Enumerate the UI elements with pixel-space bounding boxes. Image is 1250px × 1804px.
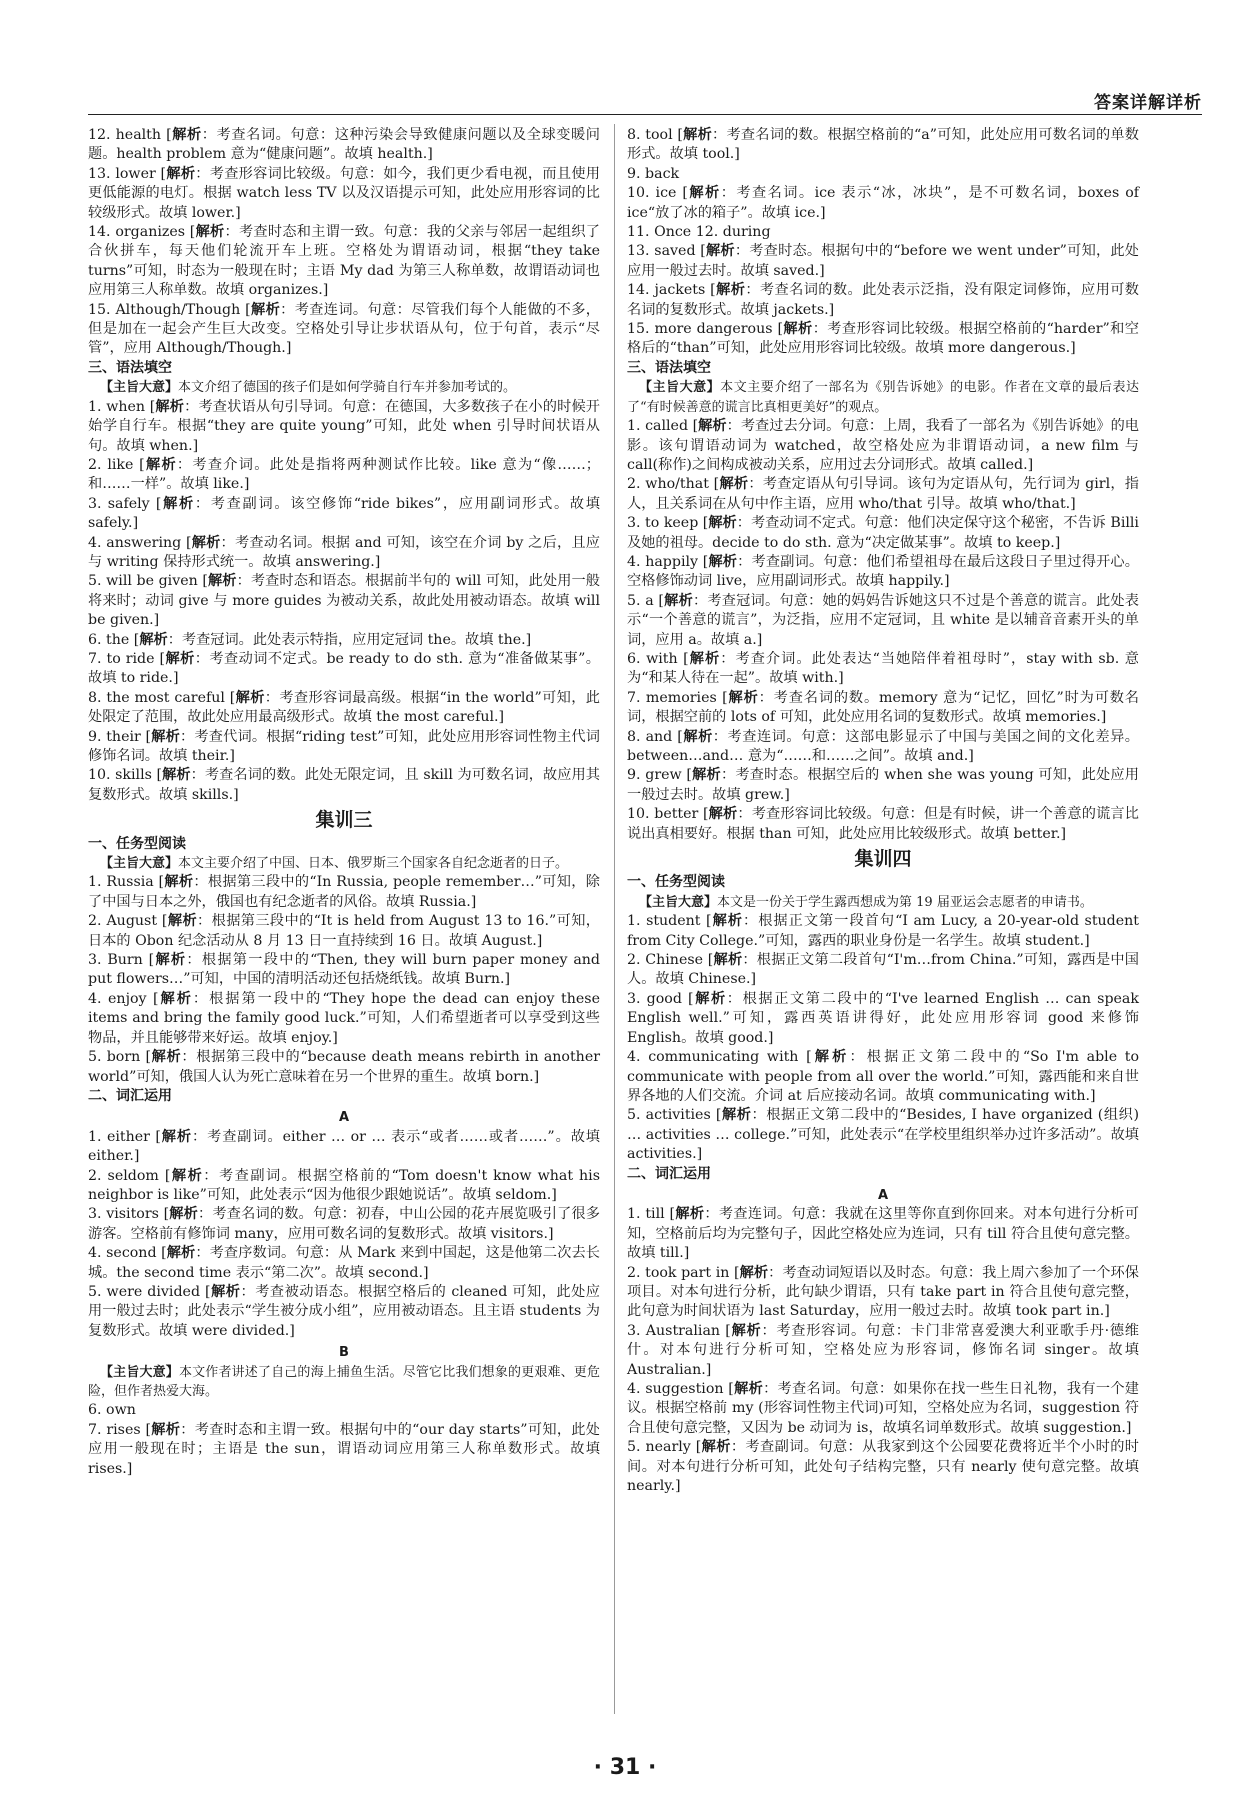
training-4-title: 集训四 bbox=[854, 848, 912, 871]
answer-item: 4. suggestion [解析：考查名词。句意：如果你在找一些生日礼物，我有一个建议。根据空格前 my (形容词性物主代词)可知，空格处应为名词，suggestion 符合且使句意完整，又因为 be 动词为 is，故填名词单数形式。故填 suggestion.] bbox=[627, 1381, 1139, 1436]
training-3-vocab-b-items bbox=[88, 1401, 600, 1479]
section-grammar-fill-heading: 三、语法填空 bbox=[88, 359, 172, 376]
answer-item: 14. jackets [解析：考查名词的数。此处表示泛指，没有限定词修饰，应用可数名词的复数形式。故填 jackets.] bbox=[627, 282, 1139, 318]
training-4-reading-items bbox=[627, 912, 1139, 1164]
answer-item: 4. enjoy [解析：根据第一段中的“They hope the dead can enjoy these items and bring the family good luck.”可知，人们希望逝者可以享受到这些物品，并且能够带来好运。故填 enjoy.] bbox=[88, 990, 600, 1046]
section-vocab-heading: 二、词汇运用 bbox=[88, 1087, 172, 1104]
answer-item: 6. with [解析：考查介词。此处表达“当她陪伴着祖母时”，stay with sb. 意为“和某人待在一起”。故填 with.] bbox=[627, 650, 1139, 687]
answer-item: 13. saved [解析：考查时态。根据句中的“before we went under”可知，此处应用一般过去时。故填 saved.] bbox=[627, 243, 1139, 279]
left-grammar-items bbox=[88, 398, 600, 806]
main-idea bbox=[88, 854, 600, 873]
answer-item: 5. were divided [解析：考查被动语态。根据空格后的 cleaned 可知，此处应用一般过去时；此处表示“学生被分成小组”，应用被动语态。且主语 students 为复数形式。故填 were divided.] bbox=[88, 1283, 600, 1339]
answer-item: 8. the most careful [解析：考查形容词最高级。根据“in the world”可知，此处限定了范围，故此处应用最高级形式。故填 the most careful.] bbox=[88, 689, 600, 726]
main-idea bbox=[627, 378, 1139, 417]
answer-item: 6. the [解析：考查冠词。此处表示特指，应用定冠词 the。故填 the.] bbox=[88, 631, 532, 648]
answer-item: 2. August [解析：根据第三段中的“It is held from August 13 to 16.”可知，日本的 Obon 纪念活动从 8 月 13 日一直持续到 16 日。故填 August.] bbox=[88, 913, 600, 949]
answer-item: 1. either [解析：考查副词。either … or … 表示“或者……或者……”。故填 either.] bbox=[88, 1128, 600, 1165]
answer-item: 5. nearly [解析：考查副词。句意：从我家到这个公园要花费将近半个小时的时间。对本句进行分析可知，此处句子结构完整，只有 nearly 使句意完整。故填 nearly.] bbox=[627, 1439, 1139, 1495]
left-items-top bbox=[88, 126, 600, 359]
answer-item: 3. visitors [解析：考查名词的数。句意：初春，中山公园的花卉展览吸引了很多游客。空格前有修饰词 many，应用可数名词的复数形式。故填 visitors.] bbox=[88, 1206, 600, 1242]
answer-item: 3. Burn [解析：根据第一段中的“Then, they will burn paper money and put flowers…”可知，中国的清明活动还包括烧纸钱。故填 Burn.] bbox=[88, 952, 600, 988]
answer-item: 2. seldom [解析：考查副词。根据空格前的“Tom doesn't know what his neighbor is like”可知，此处表示“因为他很少跟她说话”。故填 seldom.] bbox=[88, 1167, 600, 1203]
answer-item: 11. Once 12. during bbox=[627, 224, 771, 241]
section-vocab-heading: 二、词汇运用 bbox=[627, 1165, 711, 1182]
answer-item: 3. good [解析：根据正文第二段中的“I've learned English … can speak English well.”可知，露西英语讲得好，此处应用形容词 good 来修饰 English。故填 good.] bbox=[627, 990, 1139, 1046]
answer-item: 15. more dangerous [解析：考查形容词比较级。根据空格前的“harder”和空格后的“than”可知，此处应用形容词比较级。故填 more dangerous.] bbox=[627, 321, 1139, 357]
right-items-top bbox=[627, 126, 1139, 359]
training-3-title: 集训三 bbox=[315, 809, 373, 832]
answer-item: 10. better [解析：考查形容词比较级。句意：但是有时候，讲一个善意的谎言比说出真相要好。根据 than 可知，此处应用比较级形式。故填 better.] bbox=[627, 806, 1139, 842]
answer-item: 1. Russia [解析：根据第三段中的“In Russia, people remember…”可知，除了中国与日本之外，俄国也有纪念逝者的风俗。故填 Russia.] bbox=[88, 874, 600, 910]
answer-item: 9. back bbox=[627, 165, 680, 182]
answer-item: 5. activities [解析：根据正文第二段中的“Besides, I have organized (组织) … activities … college.”可知，此处表示“在学校里组织举办过许多活动”。故填 activities.] bbox=[627, 1107, 1139, 1163]
main-idea-label: 【主旨大意】 bbox=[639, 380, 721, 396]
section-grammar-fill-heading: 三、语法填空 bbox=[627, 359, 711, 376]
answer-item: 4. happily [解析：考查副词。句意：他们希望祖母在最后这段日子里过得开心。空格修饰动词 live，应用副词形式。故填 happily.] bbox=[627, 553, 1139, 590]
answer-item: 7. to ride [解析：考查动词不定式。be ready to do sth. 意为“准备做某事”。故填 to ride.] bbox=[88, 650, 600, 687]
answer-item: 10. ice [解析：考查名词。ice 表示“冰，冰块”，是不可数名词，boxes of ice“放了冰的箱子”。故填 ice.] bbox=[627, 185, 1139, 221]
answer-item: 2. like [解析：考查介词。此处是指将两种测试作比较。like 意为“像……；和……一样”。故填 like.] bbox=[88, 456, 600, 493]
left-column bbox=[88, 126, 600, 1479]
answer-item: 12. health [解析：考查名词。句意：这种污染会导致健康问题以及全球变暖问题。health problem 意为“健康问题”。故填 health.] bbox=[88, 127, 600, 163]
main-idea-label: 【主旨大意】 bbox=[100, 380, 179, 396]
answer-item: 1. till [解析：考查连词。句意：我就在这里等你直到你回来。对本句进行分析可知，空格前后均为完整句子，因此空格处应为连词，只有 till 符合且使句意完整。故填 till.] bbox=[627, 1206, 1139, 1262]
answer-item: 9. grew [解析：考查时态。根据空后的 when she was young 可知，此处应用一般过去时。故填 grew.] bbox=[627, 767, 1139, 803]
main-idea-label: 【主旨大意】 bbox=[639, 894, 718, 910]
answer-item: 1. student [解析：根据正文第一段首句“I am Lucy, a 20-year-old student from City College.”可知，露西的职业身份是一名学生。故填 student.] bbox=[627, 913, 1139, 949]
answer-item: 2. Chinese [解析：根据正文第二段首句“I'm…from China.”可知，露西是中国人。故填 Chinese.] bbox=[627, 952, 1139, 988]
subsection-a: A bbox=[877, 1187, 889, 1203]
answer-item: 13. lower [解析：考查形容词比较级。句意：如今，我们更少看电视，而且使用更低能源的电灯。根据 watch less TV 以及汉语提示可知，此处应用形容词的比较级形式。故填 lower.] bbox=[88, 165, 600, 221]
main-idea-text: 本文介绍了德国的孩子们是如何学骑自行车并参加考试的。 bbox=[178, 380, 517, 396]
training-4-vocab-a-items bbox=[627, 1205, 1139, 1496]
main-idea-label: 【主旨大意】 bbox=[100, 1364, 179, 1380]
answer-item: 2. who/that [解析：考查定语从句引导词。该句为定语从句，先行词为 girl，指人，且关系词在从句中作主语，应用 who/that 引导。故填 who/that.] bbox=[627, 476, 1139, 512]
answer-item: 1. when [解析：考查状语从句引导词。句意：在德国，大多数孩子在小的时候开始学自行车。根据“they are quite young”可知，此处 when 引导时间状语从句。故填 when.] bbox=[88, 398, 600, 454]
answer-item: 1. called [解析：考查过去分词。句意：上周，我看了一部名为《别告诉她》的电影。该句谓语动词为 watched，故空格处应为非谓语动词，a new film 与 call(称作)之间构成被动关系，应用过去分词形式。故填 called.] bbox=[627, 418, 1139, 473]
answer-item: 4. communicating with [解析：根据正文第二段中的“So I'm able to communicate with people from all over the world.”可知，露西能和来自世界各地的人们交流。介词 at 后应接动名词。故填 communicating with.] bbox=[627, 1049, 1139, 1104]
right-column bbox=[627, 126, 1139, 1496]
answer-item: 8. and [解析：考查连词。句意：这部电影显示了中国与美国之间的文化差异。between…and… 意为“……和……之间”。故填 and.] bbox=[627, 728, 1139, 764]
answer-item: 9. their [解析：考查代词。根据“riding test”可知，此处应用形容词性物主代词修饰名词。故填 their.] bbox=[88, 728, 600, 764]
training-3-vocab-a-items bbox=[88, 1128, 600, 1341]
answer-item: 5. will be given [解析：考查时态和语态。根据前半句的 will 可知，此处用一般将来时；动词 give 与 more guides 为被动关系，故此处用被动语态。故填 will be given.] bbox=[88, 573, 600, 629]
answer-item: 3. to keep [解析：考查动词不定式。句意：他们决定保守这个秘密，不告诉 Billi 及她的祖母。decide to do sth. 意为“决定做某事”。故填 to keep.] bbox=[627, 515, 1139, 551]
main-idea-label: 【主旨大意】 bbox=[100, 856, 179, 872]
subsection-b: B bbox=[339, 1345, 349, 1361]
main-idea-text: 本文作者讲述了自己的海上捕鱼生活。尽管它比我们想象的更艰难、更危险，但作者热爱大海。 bbox=[88, 1364, 600, 1399]
answer-item: 10. skills [解析：考查名词的数。此处无限定词，且 skill 为可数名词，故应用其复数形式。故填 skills.] bbox=[88, 767, 600, 803]
answer-item: 8. tool [解析：考查名词的数。根据空格前的“a”可知，此处应用可数名词的单数形式。故填 tool.] bbox=[627, 127, 1139, 163]
right-grammar-items bbox=[627, 417, 1139, 844]
page-header-title: 答案详解详析 bbox=[1094, 93, 1202, 113]
main-idea bbox=[627, 893, 1139, 912]
section-task-reading-heading: 一、任务型阅读 bbox=[88, 835, 186, 852]
main-idea-text: 本文是一份关于学生露西想成为第 19 届亚运会志愿者的申请书。 bbox=[717, 894, 1093, 910]
subsection-a: A bbox=[338, 1110, 350, 1126]
section-task-reading-heading: 一、任务型阅读 bbox=[627, 874, 725, 891]
answer-item: 5. a [解析：考查冠词。句意：她的妈妈告诉她这只不过是个善意的谎言。此处表示“一个善意的谎言”，为泛指，应用不定冠词，且 white 是以辅音音素开头的单词，应用 a。故填 a.] bbox=[627, 592, 1139, 648]
training-3-reading-items bbox=[88, 873, 600, 1086]
main-idea bbox=[88, 1363, 600, 1402]
answer-item: 7. memories [解析：考查名词的数。memory 意为“记忆，回忆”时为可数名词，根据空前的 lots of 可知，此处应用名词的复数形式。故填 memories.] bbox=[627, 689, 1139, 726]
answer-item: 4. second [解析：考查序数词。句意：从 Mark 来到中国起，这是他第二次去长城。the second time 表示“第二次”。故填 second.] bbox=[88, 1245, 600, 1281]
answer-item: 3. safely [解析：考查副词。该空修饰“ride bikes”，应用副词形式。故填 safely.] bbox=[88, 495, 600, 532]
header-rule bbox=[88, 114, 1202, 115]
answer-item: 6. own bbox=[88, 1402, 136, 1419]
answer-item: 15. Although/Though [解析：考查连词。句意：尽管我们每个人能做的不多，但是加在一起会产生巨大改变。空格处引导让步状语从句，位于句首，表示“尽管”，应用 Although/Though.] bbox=[88, 301, 600, 357]
answer-item: 14. organizes [解析：考查时态和主谓一致。句意：我的父亲与邻居一起组织了合伙拼车，每天他们轮流开车上班。空格处为谓语动词，根据“they take turns”可知，时态为一般现在时；主语 My dad 为第三人称单数，故谓语动词也应用第三人称单数。故填 organizes.] bbox=[88, 224, 600, 299]
column-divider bbox=[614, 124, 615, 1714]
answer-item: 3. Australian [解析：考查形容词。句意：卡门非常喜爱澳大利亚歌手丹·德维什。对本句进行分析可知，空格处应为形容词，修饰名词 singer。故填 Australian.] bbox=[627, 1322, 1139, 1378]
answer-item: 2. took part in [解析：考查动词短语以及时态。句意：我上周六参加了一个环保项目。对本句进行分析，此句缺少谓语，只有 take part in 符合且使句意完整，此句意为时间状语为 last Saturday，应用一般过去时。故填 took part in.] bbox=[627, 1264, 1139, 1320]
answer-item: 7. rises [解析：考查时态和主谓一致。根据句中的“our day starts”可知，此处应用一般现在时；主语是 the sun，谓语动词应用第三人称单数形式。故填 rises.] bbox=[88, 1421, 600, 1477]
page-number: · 31 · bbox=[593, 1755, 657, 1780]
main-idea-text: 本文主要介绍了中国、日本、俄罗斯三个国家各自纪念逝者的日子。 bbox=[178, 856, 569, 872]
main-idea bbox=[88, 378, 600, 397]
main-idea-text: 本文主要介绍了一部名为《别告诉她》的电影。作者在文章的最后表达了“有时候善意的谎言比真相更美好”的观点。 bbox=[627, 380, 1139, 415]
answer-item: 5. born [解析：根据第三段中的“because death means rebirth in another world”可知，俄国人认为死亡意味着在另一个世界的重生。故填 born.] bbox=[88, 1049, 600, 1085]
answer-item: 4. answering [解析：考查动名词。根据 and 可知，该空在介词 by 之后，且应与 writing 保持形式统一。故填 answering.] bbox=[88, 534, 600, 570]
